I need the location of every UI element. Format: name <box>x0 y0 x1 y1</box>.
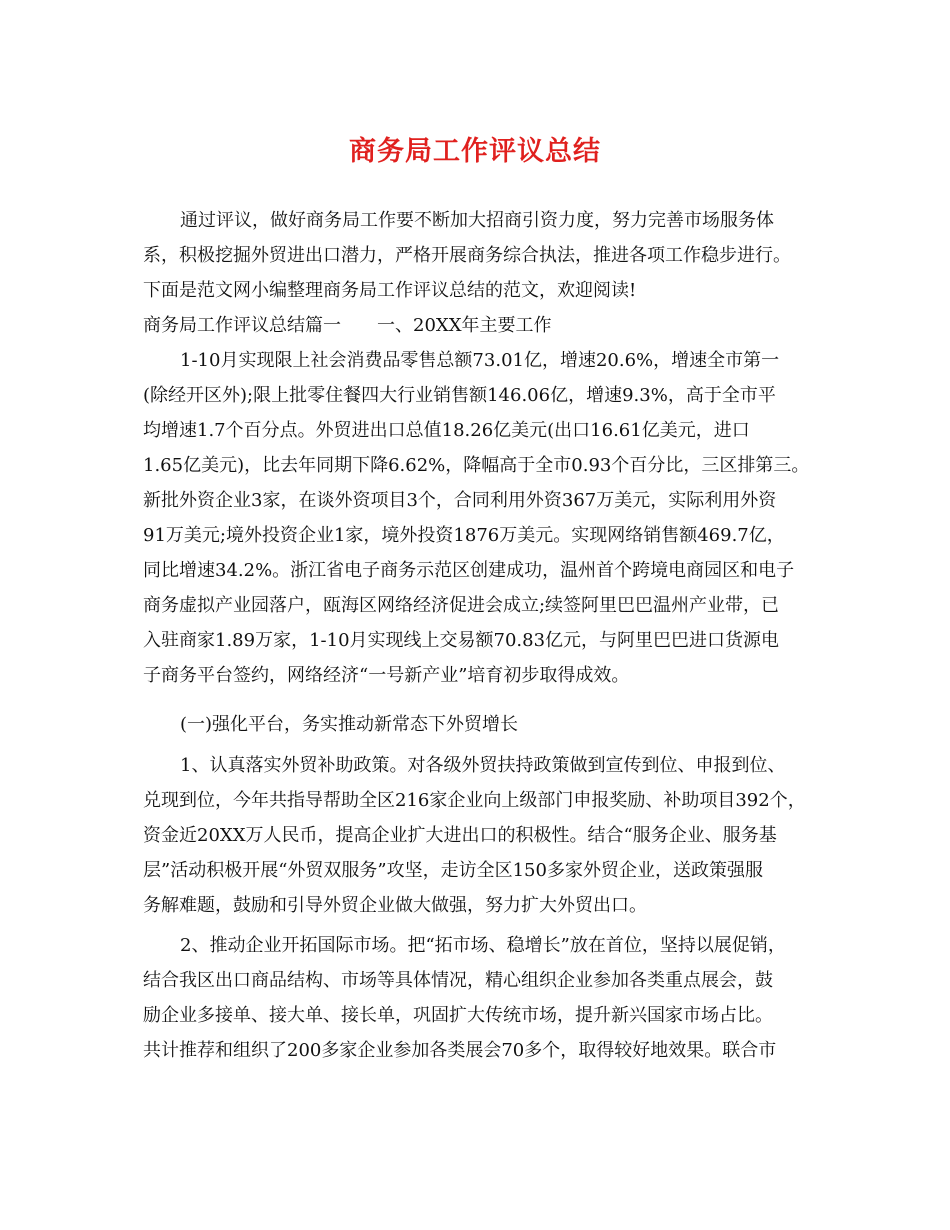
paragraph-line: 通过评议，做好商务局工作要不断加大招商引资力度，努力完善市场服务体 <box>180 210 774 231</box>
paragraph-line: 资金近20XX万人民币，提高企业扩大进出口的积极性。结合“服务企业、服务基 <box>143 825 777 846</box>
paragraph-line: 务解难题，鼓励和引导外贸企业做大做强，努力扩大外贸出口。 <box>143 895 647 916</box>
paragraph-line: 励企业多接单、接大单、接长单，巩固扩大传统市场，提升新兴国家市场占比。 <box>143 1005 773 1026</box>
paragraph-line: 结合我区出口商品结构、市场等具体情况，精心组织企业参加各类重点展会，鼓 <box>143 970 773 991</box>
subsection-heading: (一)强化平台，务实推动新常态下外贸增长 <box>180 714 519 735</box>
paragraph-line: 层”活动积极开展“外贸双服务”攻坚，走访全区150多家外贸企业，送政策强服 <box>143 860 763 881</box>
paragraph-line: 商务虚拟产业园落户，瓯海区网络经济促进会成立;续签阿里巴巴温州产业带，已 <box>143 595 780 616</box>
paragraph-line: 1.65亿美元)，比去年同期下降6.62%，降幅高于全市0.93个百分比，三区排第三。 <box>143 455 810 476</box>
paragraph-line: 1-10月实现限上社会消费品零售总额73.01亿，增速20.6%，增速全市第一 <box>180 350 780 371</box>
paragraph-line: 1、认真落实外贸补助政策。对各级外贸扶持政策做到宣传到位、申报到位、 <box>180 755 786 776</box>
paragraph-line: 子商务平台签约，网络经济“一号新产业”培育初步取得成效。 <box>143 665 630 686</box>
paragraph-line: 新批外资企业3家，在谈外资项目3个，合同利用外资367万美元，实际利用外资 <box>143 490 777 511</box>
paragraph-line: 下面是范文网小编整理商务局工作评议总结的范文，欢迎阅读! <box>143 280 637 301</box>
paragraph-line: 兑现到位，今年共指导帮助全区216家企业向上级部门申报奖励、补助项目392个， <box>143 790 806 811</box>
paragraph-line: 共计推荐和组织了200多家企业参加各类展会70多个，取得较好地效果。联合市 <box>143 1040 777 1061</box>
paragraph-line: 入驻商家1.89万家，1-10月实现线上交易额70.83亿元，与阿里巴巴进口货源电 <box>143 630 780 651</box>
paragraph-line: (除经开区外);限上批零住餐四大行业销售额146.06亿，增速9.3%，高于全市平 <box>143 385 776 406</box>
section-heading-line: 商务局工作评议总结篇一 一、20XX年主要工作 <box>143 315 552 336</box>
document-title: 商务局工作评议总结 <box>349 136 601 167</box>
paragraph-line: 同比增速34.2%。浙江省电子商务示范区创建成功，温州首个跨境电商园区和电子 <box>143 560 795 581</box>
paragraph-line: 91万美元;境外投资企业1家，境外投资1876万美元。实现网络销售额469.7亿， <box>143 525 785 546</box>
paragraph-line: 2、推动企业开拓国际市场。把“拓市场、稳增长”放在首位，坚持以展促销， <box>180 935 786 956</box>
paragraph-line: 均增速1.7个百分点。外贸进出口总值18.26亿美元(出口16.61亿美元，进口 <box>143 420 750 441</box>
paragraph-line: 系，积极挖掘外贸进出口潜力，严格开展商务综合执法，推进各项工作稳步进行。 <box>143 245 791 266</box>
